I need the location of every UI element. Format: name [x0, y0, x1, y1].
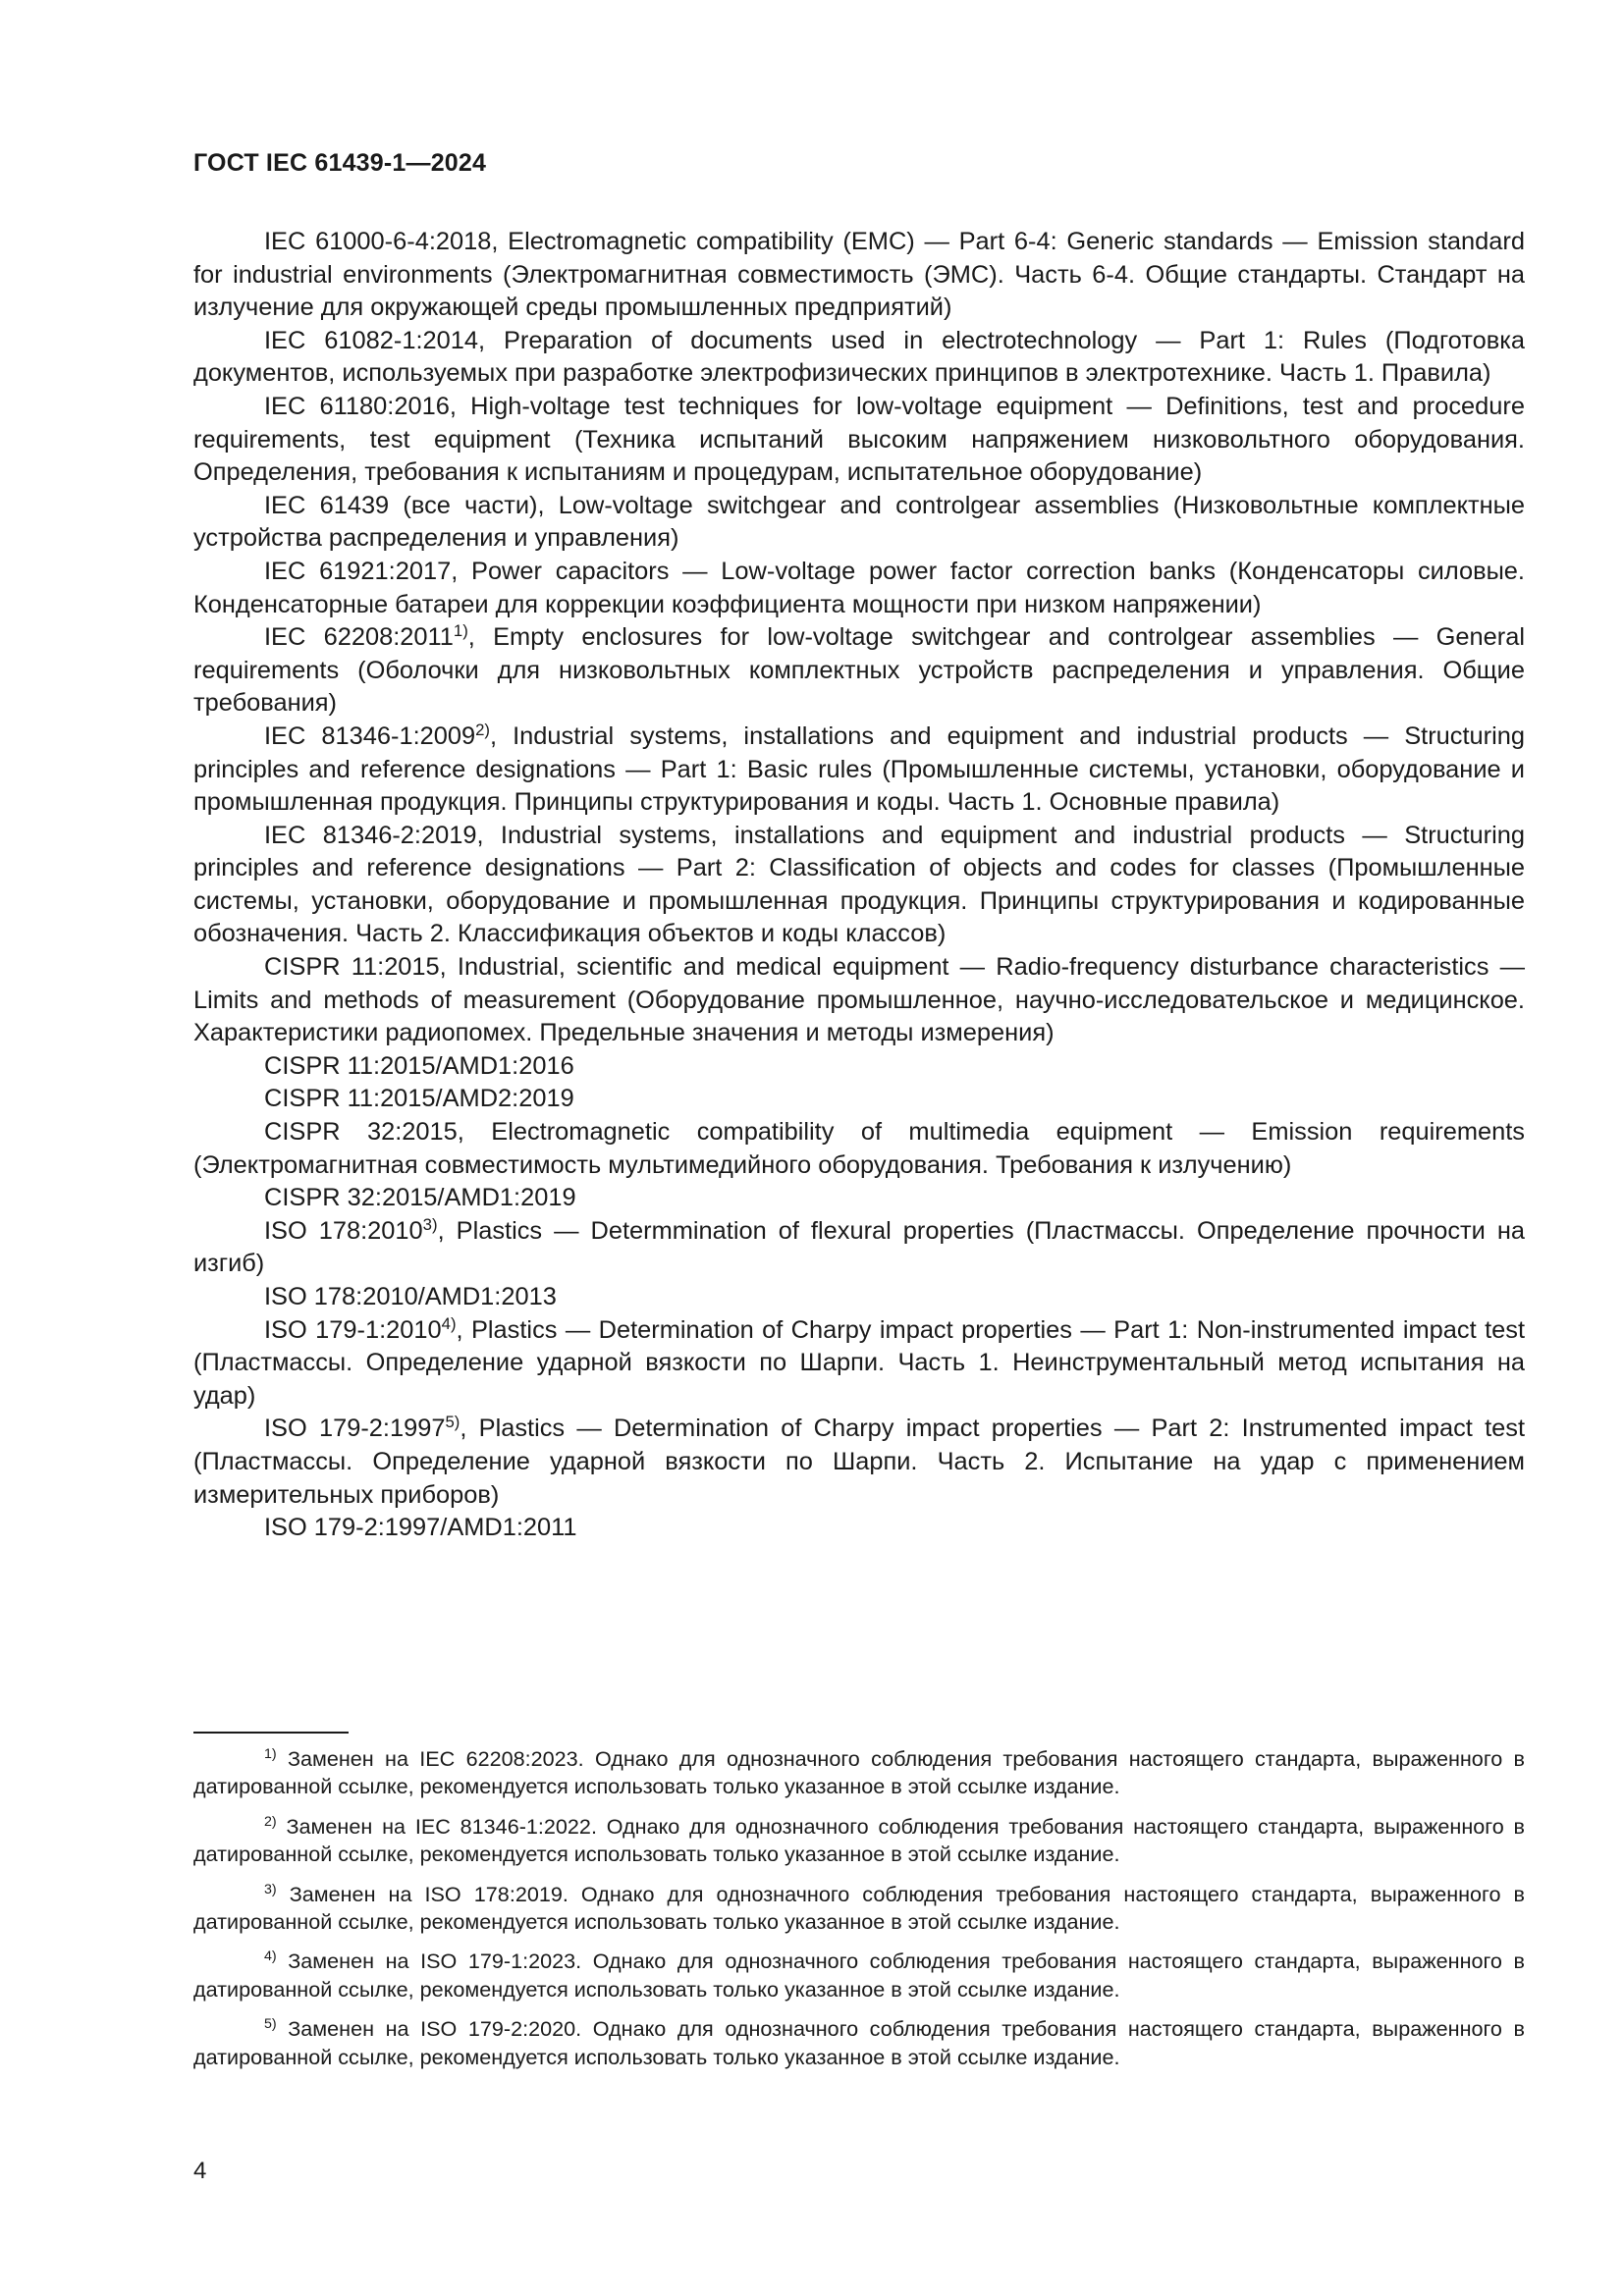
footnote-mark: 5) — [264, 2016, 277, 2033]
reference-text: CISPR 11:2015, Industrial, scientific and medical equipment — Radio-frequency disturbance characteristics — Limits and methods of measurement (Оборудование промышленное, научно-исследовательское и медицинское. Характеристики радиопомех. Предельные значения и методы измерения) — [193, 953, 1525, 1047]
reference-item — [193, 1083, 1525, 1116]
reference-text: CISPR 11:2015/AMD1:2016 — [264, 1051, 574, 1080]
reference-item — [193, 556, 1525, 621]
reference-text: CISPR 32:2015, Electromagnetic compatibility of multimedia equipment — Emission requirements (Электромагнитная совместимость мультимедийного оборудования. Требования к излучению) — [193, 1118, 1525, 1179]
footnote-text: Заменен на ISO 178:2019. Однако для однозначного соблюдения требования настоящего стандарта, выраженного в датированной ссылке, рекомендуется использовать только указанное в этой ссылке издание. — [193, 1881, 1525, 1935]
footnote — [193, 2015, 1525, 2071]
reference-text: CISPR 32:2015/AMD1:2019 — [264, 1184, 576, 1212]
reference-designation: IEC 81346-1:2009 — [264, 721, 476, 750]
reference-designation: ISO 178:2010 — [264, 1216, 423, 1245]
footnote — [193, 1881, 1525, 1937]
reference-text: ISO 178:2010/AMD1:2013 — [264, 1283, 557, 1310]
reference-text: IEC 61000-6-4:2018, Electromagnetic compatibility (EMC) — Part 6-4: Generic standards — Emission standard for industrial environments (Электромагнитная совместимость (ЭМС). Часть 6-4. Общие стандарты. Стандарт на излучение для окружающей среды промышленных предприятий) — [193, 228, 1525, 322]
reference-item — [193, 1116, 1525, 1182]
reference-item — [193, 490, 1525, 556]
reference-item — [193, 951, 1525, 1050]
reference-item — [193, 1215, 1525, 1281]
reference-item — [193, 1512, 1525, 1545]
footnote-marker: 4) — [441, 1313, 457, 1333]
reference-text: IEC 61180:2016, High-voltage test techniques for low-voltage equipment — Definitions, test and procedure requirements, test equipment (Техника испытаний высоким напряжением низковольтного оборудования. Определения, требования к испытаниям и процедурам, испытательное оборудование) — [193, 392, 1525, 487]
footnote — [193, 1813, 1525, 1869]
footnote-mark: 2) — [264, 1813, 277, 1830]
reference-designation: ISO 179-2:1997 — [264, 1415, 446, 1443]
reference-item — [193, 1182, 1525, 1215]
footnote-text: Заменен на IEC 62208:2023. Однако для однозначного соблюдения требования настоящего стандарта, выраженного в датированной ссылке, рекомендуется использовать только указанное в этой ссылке издание. — [193, 1746, 1525, 1799]
reference-item — [193, 721, 1525, 820]
reference-text: IEC 61439 (все части), Low-voltage switchgear and controlgear assemblies (Низковольтные комплектные устройства распределения и управления) — [193, 491, 1525, 553]
footnote-text: Заменен на ISO 179-1:2023. Однако для однозначного соблюдения требования настоящего стандарта, выраженного в датированной ссылке, рекомендуется использовать только указанное в этой ссылке издание. — [193, 1949, 1525, 2002]
footnote-separator — [193, 1732, 349, 1734]
footnote-marker: 3) — [422, 1214, 438, 1234]
reference-text: , Plastics — Determination of Charpy impact properties — Part 2: Instrumented impact test (Пластмассы. Определение ударной вязкости по Шарпи. Часть 2. Испытание на удар с применением измерительных приборов) — [193, 1415, 1526, 1509]
footnote-marker: 1) — [453, 620, 468, 640]
references-list — [193, 226, 1525, 1545]
footnote — [193, 1745, 1525, 1801]
page-header-title: ГОСТ IEC 61439-1—2024 — [193, 149, 487, 177]
reference-text: CISPR 11:2015/AMD2:2019 — [264, 1085, 574, 1113]
reference-text: ISO 179-2:1997/AMD1:2011 — [264, 1514, 577, 1542]
footnote — [193, 1948, 1525, 2003]
reference-designation: IEC 62208:2011 — [264, 623, 454, 652]
reference-item — [193, 226, 1525, 325]
reference-item — [193, 621, 1525, 721]
reference-text: , Plastics — Determination of Charpy impact properties — Part 1: Non-instrumented impact test (Пластмассы. Определение ударной вязкости по Шарпи. Часть 1. Неинструментальный метод испытания на удар) — [193, 1315, 1525, 1410]
reference-text: IEC 81346-2:2019, Industrial systems, installations and equipment and industrial products — Structuring principles and reference designations — Part 2: Classification of objects and codes for classes (Промышленные системы, установки, оборудование и промышленная продукция. Принципы структурирования и кодированные обозначения. Часть 2. Классификация объектов и коды классов) — [193, 821, 1525, 948]
reference-designation: ISO 179-1:2010 — [264, 1315, 442, 1344]
reference-item — [193, 820, 1525, 951]
page-number: 4 — [193, 2158, 207, 2184]
reference-item — [193, 1281, 1525, 1314]
footnote-mark: 4) — [264, 1949, 277, 1965]
reference-text: , Empty enclosures for low-voltage switchgear and controlgear assemblies — General requirements (Оболочки для низковольтных комплектных устройств распределения и управления. Общие требования) — [193, 623, 1525, 718]
reference-item — [193, 1314, 1525, 1414]
reference-item — [193, 391, 1525, 490]
reference-item — [193, 1050, 1525, 1084]
reference-text: , Industrial systems, installations and equipment and industrial products — Structuring principles and reference designations — Part 1: Basic rules (Промышленные системы, установки, оборудование и промышленная продукция. Принципы структурирования и коды. Часть 1. Основные правила) — [193, 721, 1525, 817]
footnote-marker: 5) — [445, 1413, 460, 1432]
reference-text: IEC 61082-1:2014, Preparation of documents used in electrotechnology — Part 1: Rules (Подготовка документов, используемых при разработке электрофизических принципов в электротехнике. Часть 1. Правила) — [193, 326, 1525, 388]
reference-item — [193, 1413, 1525, 1512]
reference-text: IEC 61921:2017, Power capacitors — Low-voltage power factor correction banks (Конденсаторы силовые. Конденсаторные батареи для коррекции коэффициента мощности при низком напряжении) — [193, 557, 1525, 618]
footnote-mark: 3) — [264, 1881, 277, 1897]
reference-item — [193, 325, 1525, 391]
footnotes-list — [193, 1745, 1525, 2083]
footnote-marker: 2) — [475, 720, 491, 739]
footnote-text: Заменен на IEC 81346-1:2022. Однако для однозначного соблюдения требования настоящего стандарта, выраженного в датированной ссылке, рекомендуется использовать только указанное в этой ссылке издание. — [193, 1813, 1525, 1867]
footnote-text: Заменен на ISO 179-2:2020. Однако для однозначного соблюдения требования настоящего стандарта, выраженного в датированной ссылке, рекомендуется использовать только указанное в этой ссылке издание. — [193, 2016, 1525, 2069]
reference-text: , Plastics — Determmination of flexural properties (Пластмассы. Определение прочности на изгиб) — [193, 1216, 1525, 1278]
footnote-mark: 1) — [264, 1746, 277, 1763]
